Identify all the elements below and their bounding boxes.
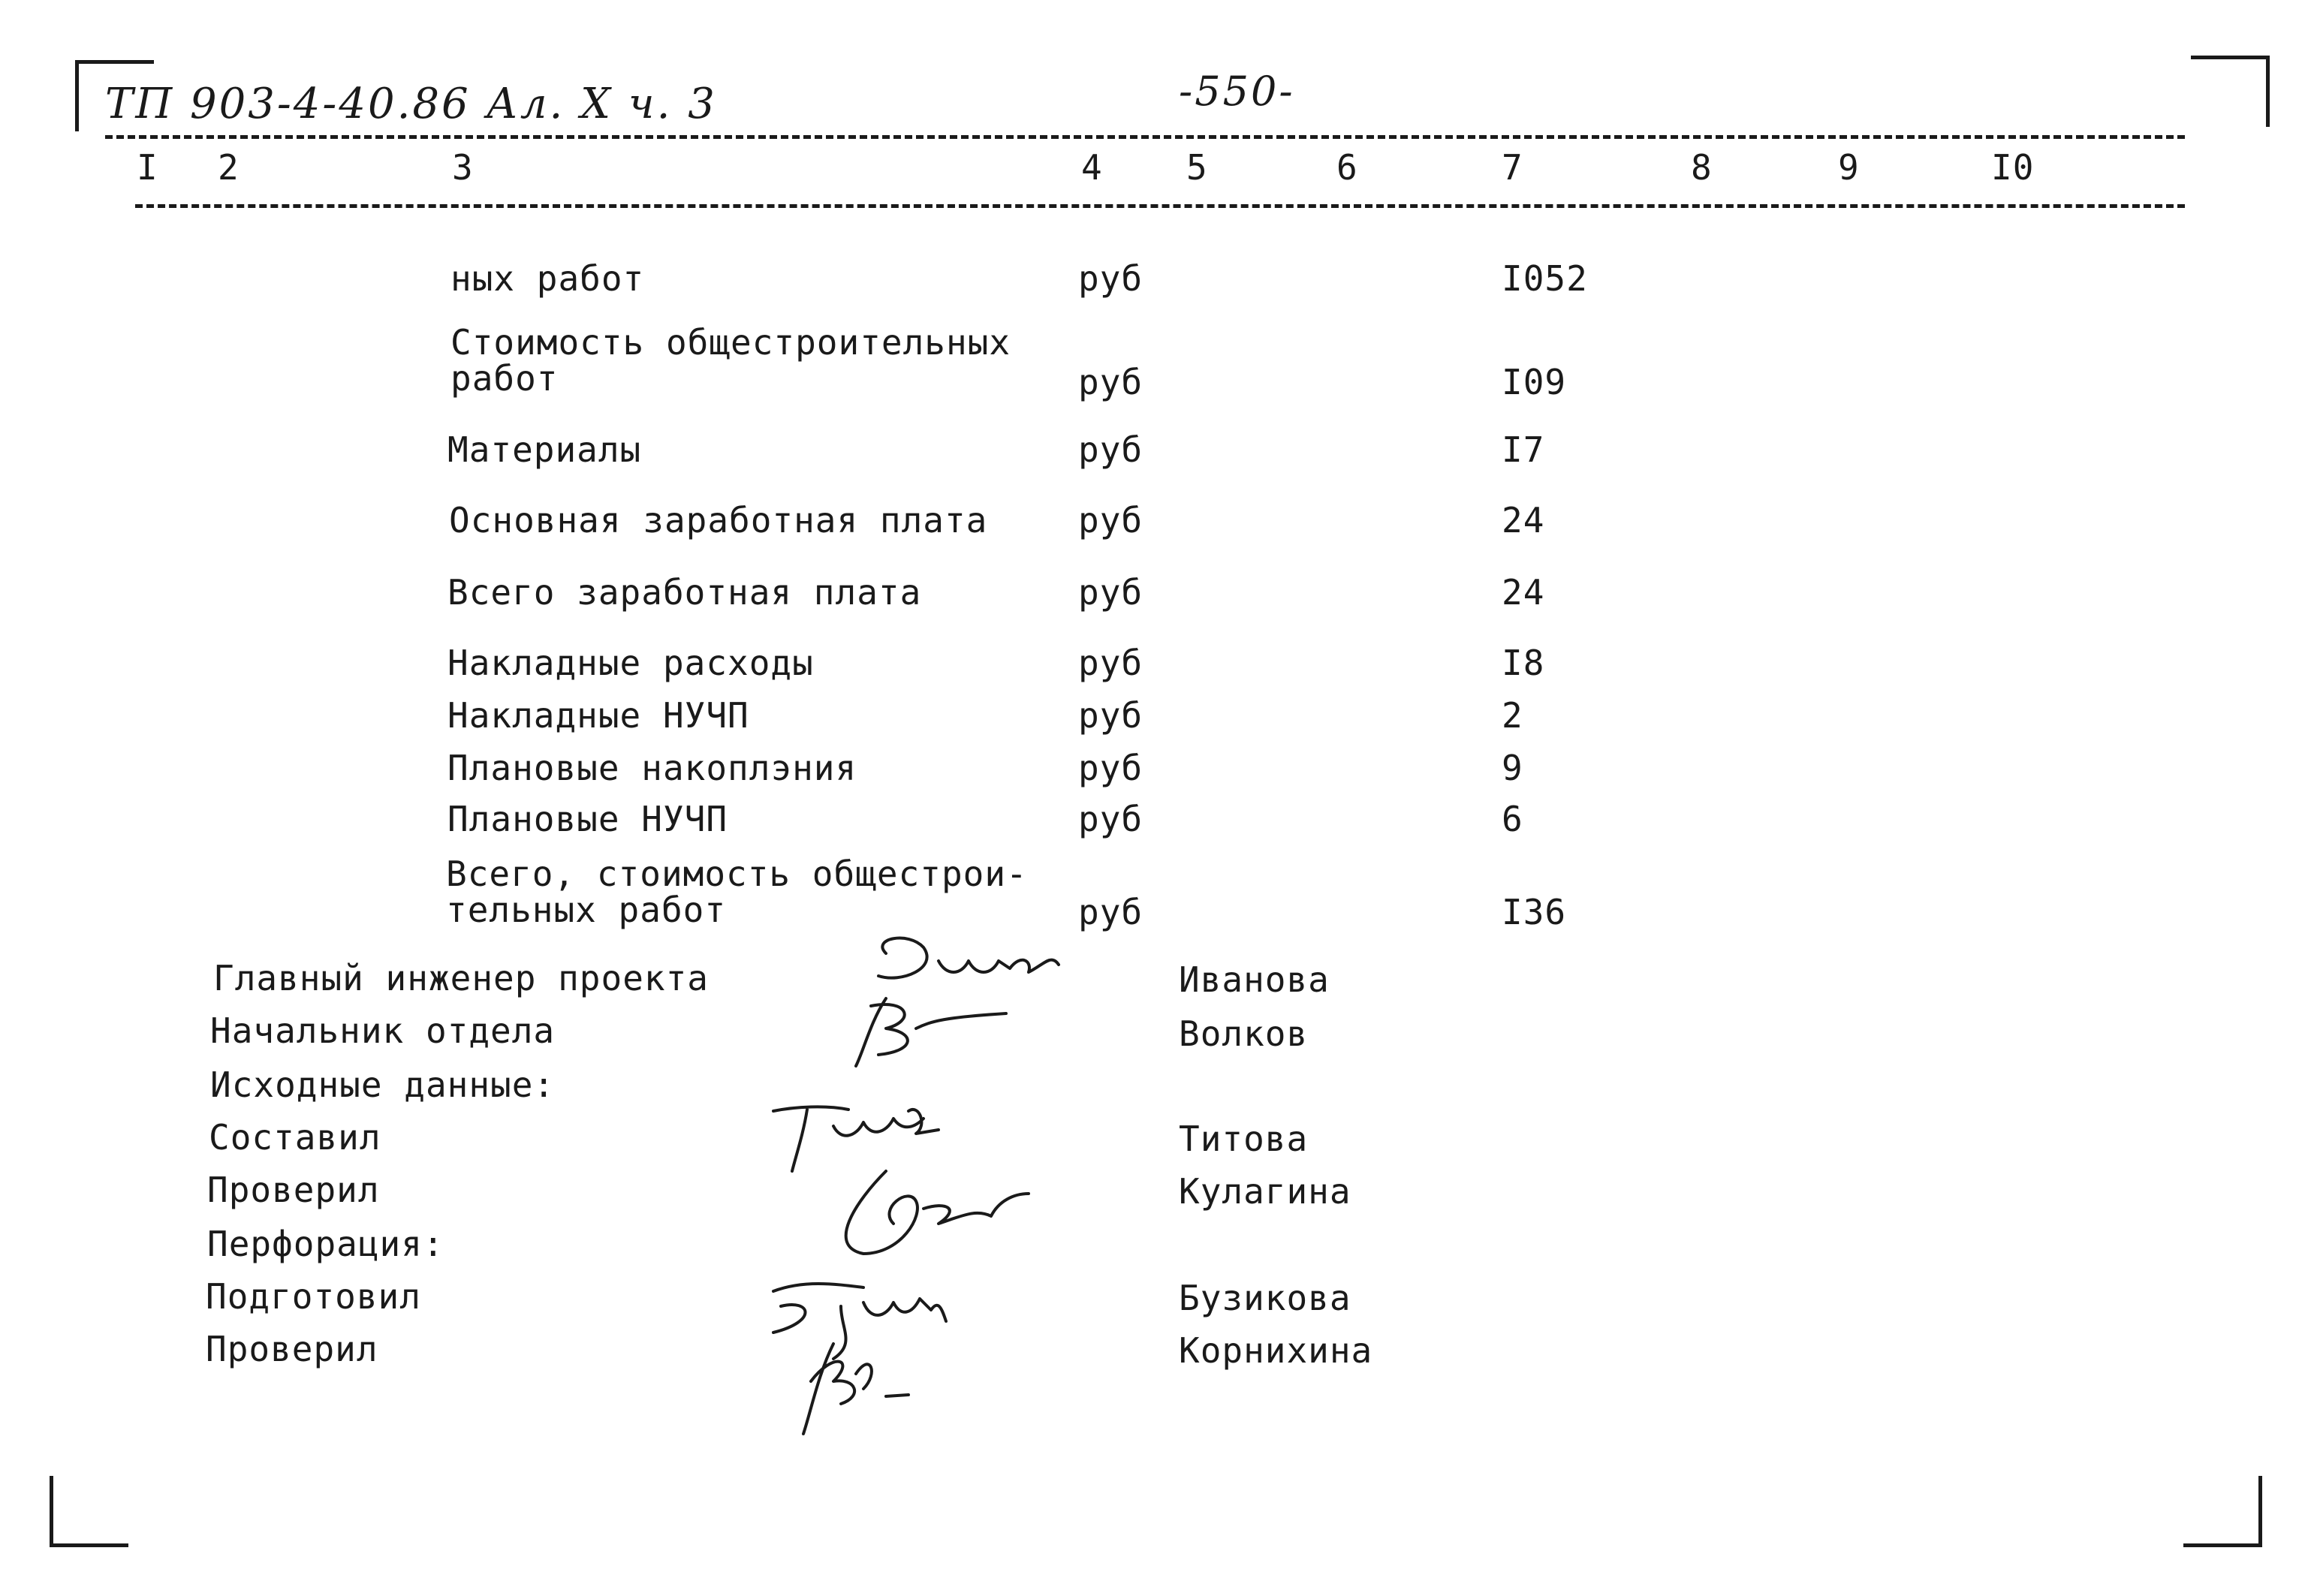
column-number: 9	[1838, 147, 1860, 188]
row-unit: руб	[1078, 429, 1143, 470]
column-number: 2	[218, 147, 240, 188]
row-unit: руб	[1078, 572, 1143, 613]
row-value: 24	[1502, 572, 1545, 613]
row-unit: руб	[1078, 799, 1143, 839]
row-name: ных работ	[450, 258, 645, 299]
row-value: 6	[1502, 799, 1523, 839]
signature-role: Исходные данные:	[210, 1065, 556, 1105]
column-number: 8	[1691, 147, 1713, 188]
row-value: I09	[1502, 362, 1567, 402]
page-number: -550-	[1179, 68, 1295, 115]
signature-scribble-3	[773, 1107, 939, 1171]
row-name: Накладные НУЧП	[447, 695, 749, 736]
signature-role: Перфорация:	[207, 1224, 444, 1264]
signature-scribble-4	[846, 1171, 1029, 1254]
row-name: Всего, стоимость общестрои- тельных работ	[446, 854, 1028, 930]
column-number: 3	[452, 147, 474, 188]
row-unit: руб	[1078, 258, 1143, 299]
row-name: Плановые НУЧП	[447, 799, 728, 839]
row-name: Накладные расходы	[447, 643, 814, 683]
row-unit: руб	[1078, 500, 1143, 541]
row-value: I8	[1502, 643, 1545, 683]
signature-name: Корнихина	[1179, 1330, 1373, 1371]
signature-name: Бузикова	[1179, 1278, 1351, 1318]
row-value: 9	[1502, 748, 1523, 788]
document-stamp: ТП 903-4-40.86 Ал. X ч. 3	[105, 80, 717, 128]
row-unit: руб	[1078, 695, 1143, 736]
signature-scribble-1	[878, 938, 1059, 978]
signature-name: Титова	[1179, 1119, 1309, 1159]
row-name: Всего заработная плата	[447, 572, 922, 613]
signature-role: Проверил	[207, 1170, 380, 1210]
signature-role: Составил	[209, 1117, 381, 1158]
column-number: 5	[1186, 147, 1208, 188]
signature-scribble-2	[856, 998, 1006, 1066]
row-value: I7	[1502, 429, 1545, 470]
signature-scribble-5	[773, 1284, 946, 1359]
row-name: Основная заработная плата	[449, 500, 988, 541]
row-name: Материалы	[447, 429, 642, 470]
row-value: I36	[1502, 892, 1567, 932]
signature-role: Начальник отдела	[210, 1010, 556, 1051]
column-number: I	[137, 147, 158, 188]
signature-role: Подготовил	[206, 1276, 421, 1317]
signature-scribble-6	[803, 1344, 908, 1434]
signature-role: Главный инженер проекта	[213, 958, 709, 998]
row-unit: руб	[1078, 748, 1143, 788]
signature-role: Проверил	[206, 1329, 378, 1369]
column-number: I0	[1991, 147, 2035, 188]
row-value: 2	[1502, 695, 1523, 736]
row-unit: руб	[1078, 892, 1143, 932]
row-name: Стоимость общестроительных работ	[450, 322, 1011, 399]
row-unit: руб	[1078, 362, 1143, 402]
column-number: 7	[1502, 147, 1523, 188]
row-value: I052	[1502, 258, 1588, 299]
row-name: Плановые накоплэния	[447, 748, 857, 788]
signature-name: Иванова	[1179, 959, 1330, 1000]
column-number: 6	[1336, 147, 1358, 188]
signature-name: Волков	[1179, 1013, 1309, 1054]
signature-name: Кулагина	[1179, 1171, 1351, 1212]
column-number: 4	[1081, 147, 1103, 188]
row-unit: руб	[1078, 643, 1143, 683]
row-value: 24	[1502, 500, 1545, 541]
